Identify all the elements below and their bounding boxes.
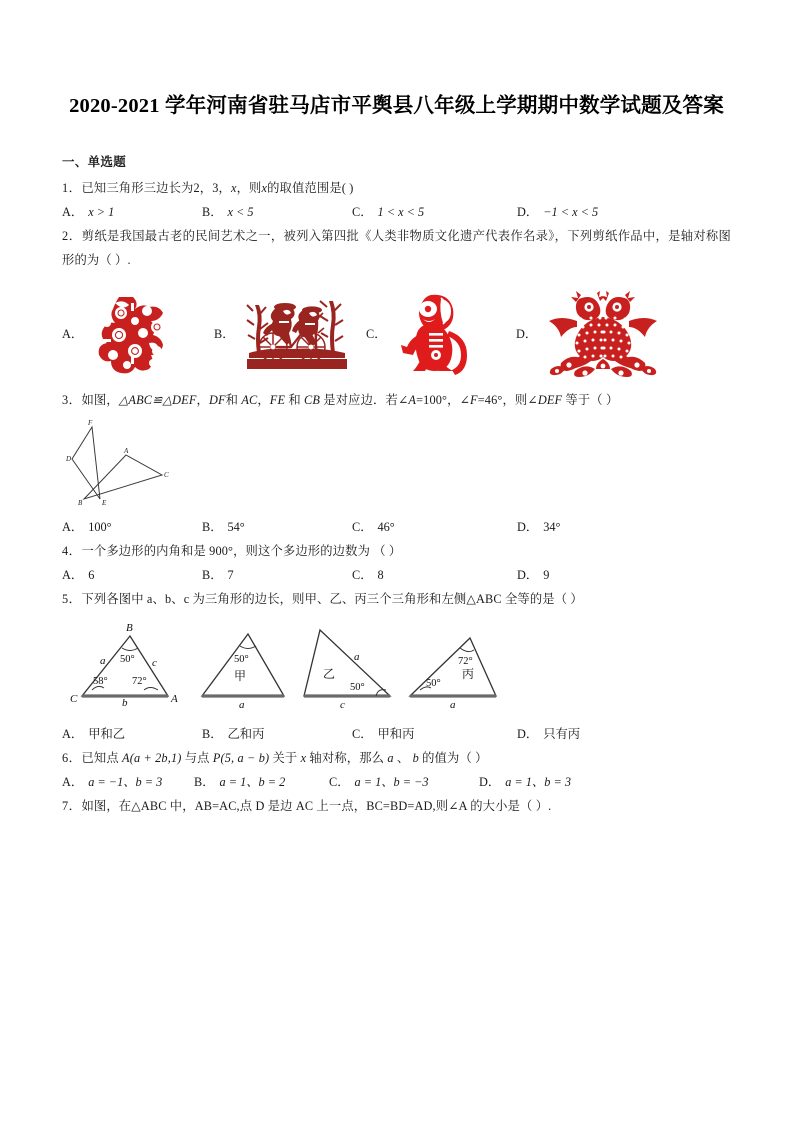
question-6-var-a: a xyxy=(387,750,394,765)
question-6-option-c[interactable]: C． a = 1、b = −3 xyxy=(329,774,429,789)
question-3-text xyxy=(62,389,731,413)
triangle-jia xyxy=(192,620,292,717)
question-3-option-a[interactable]: A． 100° xyxy=(62,519,112,534)
question-3-p7: ， xyxy=(257,392,270,407)
reference-triangle-abc xyxy=(68,620,186,717)
question-6-option-b[interactable]: B． a = 1、b = 2 xyxy=(194,774,286,789)
question-2-image-options xyxy=(62,287,731,379)
triangle-yi-label: 乙 xyxy=(323,666,336,681)
side-label-b: b xyxy=(122,696,128,709)
question-6-number: 6． xyxy=(62,750,82,765)
triangle-bing-icon xyxy=(404,620,504,712)
side-label-bing-a: a xyxy=(450,698,456,711)
question-3-option-b[interactable]: B． 54° xyxy=(202,519,245,534)
question-3-p17: 等于（ ） xyxy=(562,392,619,407)
question-2-text xyxy=(62,225,731,273)
question-3-options xyxy=(62,516,731,540)
question-3-option-d[interactable]: D． 34° xyxy=(517,519,561,534)
question-2-option-b[interactable] xyxy=(214,287,366,379)
question-3-p11: 是对应边．若∠ xyxy=(320,392,409,407)
question-1-options xyxy=(62,201,731,225)
question-6-options xyxy=(62,771,731,795)
question-4-option-a[interactable]: A． 6 xyxy=(62,567,95,582)
question-6-option-a[interactable]: A． a = −1、b = 3 xyxy=(62,774,163,789)
question-1-part2: 2，3， xyxy=(193,180,231,195)
papercut-two-riders-bicycle-icon xyxy=(243,289,351,377)
triangle-yi xyxy=(298,620,398,717)
question-7-text xyxy=(62,795,731,819)
triangle-bing xyxy=(404,620,504,717)
vertex-label-c: C xyxy=(70,692,78,705)
question-1-option-a[interactable]: A． x > 1 xyxy=(62,204,115,219)
svg-text:A: A xyxy=(124,446,129,455)
question-6-point-p: P(5, a − b) xyxy=(212,750,270,765)
angle-label-50: 50° xyxy=(120,653,135,665)
question-5-number: 5． xyxy=(62,591,82,606)
angle-label-jia-50: 50° xyxy=(234,653,249,665)
question-2-body: 剪纸是我国最古老的民间艺术之一，被列入第四批《人类非物质文化遗产代表作名录》，下列剪纸作品中，是轴对称图形的为（ ）. xyxy=(62,228,731,267)
question-4-options xyxy=(62,564,731,588)
question-5-body: 下列各图中 a、b、c 为三角形的边长，则甲、乙、丙三个三角形和左侧△ABC 全等的是（ ） xyxy=(81,591,583,606)
svg-text:B: B xyxy=(78,498,83,507)
svg-text:E: E xyxy=(102,498,107,507)
section-heading: 一、单选题 xyxy=(62,154,127,169)
question-6-text xyxy=(62,747,731,771)
angle-label-bing-50: 50° xyxy=(426,677,441,689)
svg-text:D: D xyxy=(66,454,72,463)
reference-triangle-abc-icon xyxy=(68,620,186,712)
question-4-option-b[interactable]: B． 7 xyxy=(202,567,234,582)
question-3-seg-df: DF xyxy=(208,392,226,407)
question-2-option-d[interactable] xyxy=(516,287,676,379)
question-6-p5: 关于 xyxy=(269,750,301,765)
question-1-var-x: x xyxy=(230,180,237,195)
question-3-seg-ac: AC xyxy=(241,392,258,407)
vertex-label-a: A xyxy=(171,692,178,705)
page-title: 2020-2021 学年河南省驻马店市平舆县八年级上学期期中数学试题及答案 xyxy=(69,95,724,117)
side-label-yi-c: c xyxy=(340,698,345,711)
question-5-option-b[interactable]: B． 乙和丙 xyxy=(202,726,265,741)
question-2-option-c[interactable] xyxy=(366,287,516,379)
question-3-option-c[interactable]: C． 46° xyxy=(352,519,395,534)
question-3-seg-cb: CB xyxy=(304,392,321,407)
question-3-angle-f: F xyxy=(470,392,478,407)
svg-text:C: C xyxy=(164,470,169,479)
side-label-yi-a: a xyxy=(354,650,360,663)
question-3-number: 3． xyxy=(62,392,82,407)
question-7-body: 如图，在△ABC 中，AB=AC,点 D 是边 AC 上一点，BC=BD=AD,则∠A 的大小是（ ）. xyxy=(81,798,552,813)
question-6-p11: 的值为（ ） xyxy=(418,750,488,765)
question-3-p3: ， xyxy=(196,392,209,407)
question-6-p7: 轴对称，那么 xyxy=(306,750,388,765)
question-5-text xyxy=(62,588,731,612)
question-4-body: 一个多边形的内角和是 900°，则这个多边形的边数为 （ ） xyxy=(81,543,402,558)
question-6-var-b: b xyxy=(412,750,419,765)
side-label-jia-a: a xyxy=(239,698,245,711)
question-3-seg-fe: FE xyxy=(269,392,286,407)
question-5-figures xyxy=(68,620,731,717)
question-3-angle-def: DEF xyxy=(537,392,563,407)
question-3-p13: =100°，∠ xyxy=(416,392,471,407)
question-5-option-a[interactable]: A． 甲和乙 xyxy=(62,726,126,741)
question-4-text xyxy=(62,540,731,564)
question-1-option-d[interactable]: D． −1 < x < 5 xyxy=(517,204,599,219)
question-4-option-c[interactable]: C． 8 xyxy=(352,567,384,582)
question-6-p3: 与点 xyxy=(181,750,213,765)
question-5-option-d[interactable]: D． 只有丙 xyxy=(517,726,581,741)
question-2-option-c-label: C． xyxy=(366,326,387,341)
question-1-option-c[interactable]: C． 1 < x < 5 xyxy=(352,204,425,219)
angle-label-72: 72° xyxy=(132,675,147,687)
angle-label-bing-72: 72° xyxy=(458,655,473,667)
side-label-a: a xyxy=(100,654,106,667)
question-4-number: 4． xyxy=(62,543,82,558)
triangle-jia-icon xyxy=(192,620,292,712)
triangle-jia-label: 甲 xyxy=(234,668,247,683)
side-label-c: c xyxy=(152,656,157,669)
question-3-p15: =46°，则∠ xyxy=(477,392,538,407)
question-2-number: 2． xyxy=(62,228,82,243)
question-3-angle-a: A xyxy=(408,392,417,407)
question-1-text xyxy=(62,177,731,201)
question-6-axis-x: x xyxy=(300,750,307,765)
papercut-double-fish-lotus-icon xyxy=(545,289,661,377)
question-5-option-c[interactable]: C． 甲和丙 xyxy=(352,726,415,741)
papercut-monkey-icon xyxy=(395,289,481,377)
question-1-part4: ，则 xyxy=(236,180,262,195)
question-3-p5: 和 xyxy=(225,392,242,407)
question-1-number: 1． xyxy=(62,180,82,195)
question-7-number: 7． xyxy=(62,798,82,813)
question-2-option-a[interactable] xyxy=(62,287,214,379)
angle-label-58: 58° xyxy=(93,675,108,687)
question-3-p9: 和 xyxy=(285,392,305,407)
question-2-option-b-label: B． xyxy=(214,326,235,341)
question-3-p1: 如图， xyxy=(81,392,119,407)
question-4-option-d[interactable]: D． 9 xyxy=(517,567,550,582)
question-1-part1: 已知三角形三边长为 xyxy=(81,180,194,195)
question-6-option-d[interactable]: D． a = 1、b = 3 xyxy=(479,774,571,789)
question-6-p9: 、 xyxy=(393,750,413,765)
congruent-triangles-overlap-icon xyxy=(66,419,178,507)
question-1-option-b[interactable]: B． x < 5 xyxy=(202,204,254,219)
question-1-part6: 的取值范围是( ) xyxy=(267,180,354,195)
question-6-p1: 已知点 xyxy=(81,750,123,765)
question-2-option-a-label: A． xyxy=(62,326,84,341)
question-2-option-d-label: D． xyxy=(516,326,538,341)
triangle-yi-icon xyxy=(298,620,398,712)
triangle-bing-label: 丙 xyxy=(462,666,475,681)
vertex-label-b: B xyxy=(126,621,133,634)
svg-text:F: F xyxy=(88,418,93,427)
question-1-var-x2: x xyxy=(261,180,268,195)
angle-label-yi-50: 50° xyxy=(350,681,365,693)
question-3-congruence: △ABC≌△DEF xyxy=(118,392,197,407)
papercut-flower-rooster-icon xyxy=(91,289,183,377)
question-5-options xyxy=(62,723,731,747)
question-3-figure xyxy=(66,419,731,512)
question-6-point-a: A(a + 2b,1) xyxy=(122,750,182,765)
